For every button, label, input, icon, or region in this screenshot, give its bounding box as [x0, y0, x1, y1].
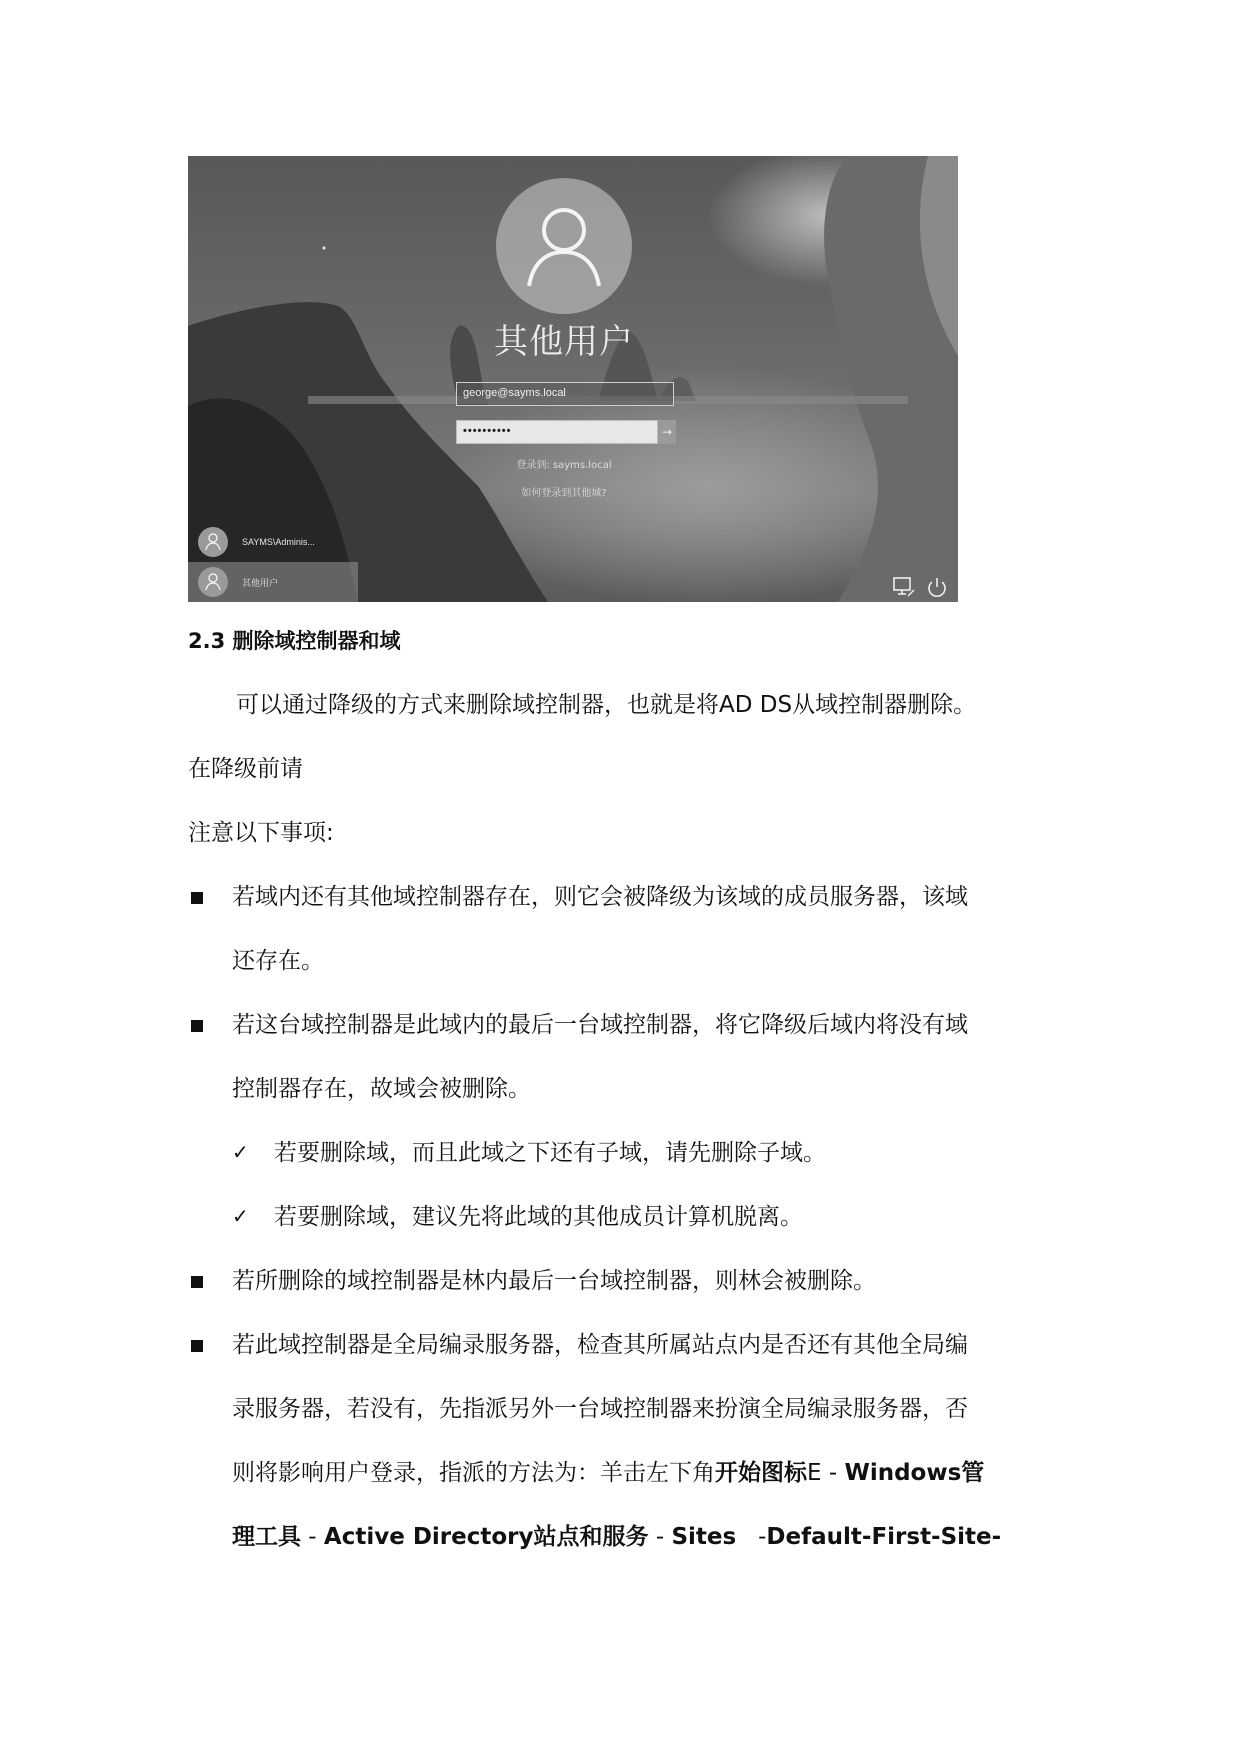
network-icon[interactable] [892, 576, 916, 598]
square-bullet-icon [191, 1276, 203, 1288]
sites-label: Sites [671, 1524, 737, 1550]
bullet-3: 若所删除的域控制器是林内最后一台域控制器，则林会被删除。 [232, 1268, 876, 1294]
path-separator: - [301, 1524, 324, 1550]
account-avatar-icon [198, 567, 228, 597]
bullet-2-line-1: 若这台域控制器是此域内的最后一台域控制器，将它降级后域内将没有域 [232, 1012, 968, 1038]
account-label: SAYMS\Adminis... [242, 537, 315, 547]
path-separator: - [736, 1524, 767, 1550]
bullet-4-line-1: 若此域控制器是全局编录服务器，检查其所属站点内是否还有其他全局编 [232, 1332, 968, 1358]
system-icons [892, 576, 948, 598]
account-avatar-icon [198, 527, 228, 557]
login-domain-hint: 登录到: sayms.local [516, 460, 612, 471]
text-segment: 则将影响用户登录，指派的方法为：羊击左下角 [232, 1460, 715, 1486]
bullet-4-line-2: 录服务器，若没有，先指派另外一台域控制器来扮演全局编录服务器，否 [232, 1396, 968, 1422]
check-mark-icon: ✓ [232, 1140, 249, 1164]
username-field[interactable]: george@sayms.local [456, 382, 674, 406]
login-screenshot-figure [188, 156, 958, 602]
intro-line-3: 注意以下事项: [188, 820, 334, 846]
bullet-2-line-2: 控制器存在，故域会被删除。 [232, 1076, 531, 1102]
default-site-label: Default-First-Site- [766, 1524, 1002, 1550]
path-separator: - [648, 1524, 672, 1550]
other-domain-link[interactable]: 如何登录到其他域? [521, 488, 607, 499]
power-icon[interactable] [926, 576, 948, 598]
password-field[interactable]: •••••••••• [456, 420, 658, 444]
bullet-4-line-4 [232, 1520, 1001, 1554]
square-bullet-icon [191, 1340, 203, 1352]
login-user-name: 其他用户 [494, 322, 634, 362]
check-item-1: 若要删除域，而且此域之下还有子域，请先删除子域。 [274, 1140, 826, 1166]
bullet-1-line-1: 若域内还有其他域控制器存在，则它会被降级为该域的成员服务器，该域 [232, 884, 968, 910]
account-item-admin[interactable] [188, 522, 358, 562]
account-label: 其他用户 [242, 577, 279, 588]
intro-line-1: 可以通过降级的方式来删除域控制器，也就是将AD DS从域控制器删除。 [236, 692, 977, 718]
check-item-2: 若要删除域，建议先将此域的其他成员计算机脱离。 [274, 1204, 803, 1230]
square-bullet-icon [191, 1020, 203, 1032]
intro-line-2: 在降级前请 [188, 756, 303, 782]
section-heading: 2.3 删除域控制器和域 [188, 629, 401, 653]
bullet-1-line-2: 还存在。 [232, 948, 324, 974]
windows-tools-label: Windows管 [844, 1460, 985, 1486]
windows-tools-label-cont: 理工具 [232, 1524, 301, 1550]
submit-arrow-button[interactable]: → [658, 420, 676, 444]
account-item-other-user[interactable] [188, 562, 358, 602]
user-avatar [496, 178, 632, 314]
ad-sites-services-label: Active Directory站点和服务 [323, 1524, 649, 1550]
start-icon-label: 开始图标 [715, 1460, 807, 1486]
square-bullet-icon [191, 892, 203, 904]
bullet-4-line-3 [232, 1456, 984, 1490]
text-segment: E - [807, 1460, 845, 1486]
user-avatar-icon [523, 202, 605, 290]
check-mark-icon: ✓ [232, 1204, 249, 1228]
